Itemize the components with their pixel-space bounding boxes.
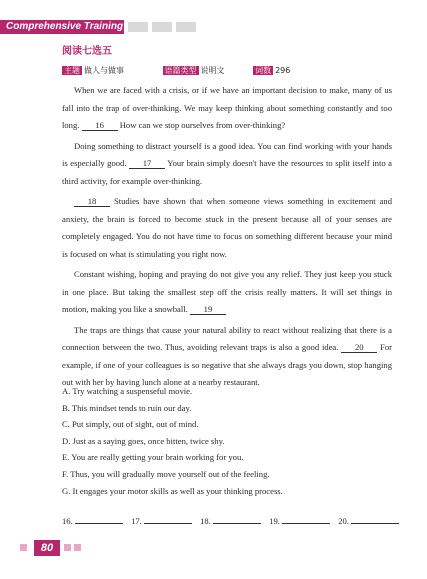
answer-17: [131, 515, 192, 526]
paragraph-3: [62, 193, 392, 263]
paragraph-5: [62, 322, 392, 392]
meta-value: 296: [275, 66, 291, 75]
passage-text: The traps are things that cause your natural ability to react without realizing that there is a connection between the two. Thus, avoiding relevant traps is also a good idea.: [62, 324, 392, 352]
paragraph-1: [62, 82, 392, 135]
answer-line: [62, 515, 405, 526]
blank-20: 20: [341, 343, 377, 353]
option-g: G. It engages your motor skills as well as your thinking process.: [62, 485, 283, 496]
header-decor-box: [152, 22, 172, 32]
blank-16: 16: [82, 121, 118, 131]
footer-decor-square: [64, 544, 71, 551]
answer-number: 19.: [269, 516, 280, 526]
options-list: [62, 383, 283, 499]
answer-blank[interactable]: [144, 515, 192, 524]
blank-18: 18: [74, 197, 110, 207]
page-header: [0, 20, 427, 34]
option-c: C. Put simply, out of sight, out of mind.: [62, 419, 199, 430]
passage-text: Constant wishing, hoping and praying do not give you any relief. They just keep you stuck in one place. But taking the smallest step off the crisis really matters. It will set things in motion, making you like a snowball.: [62, 269, 392, 314]
answer-18: [200, 515, 261, 526]
section-meta: [62, 65, 290, 77]
meta-wordcount: [253, 65, 290, 77]
passage-text: For example, if one of your colleagues is so negative that she always drags you down, stop hanging out with her by having lunch alone at a nearby restaurant.: [62, 342, 392, 387]
page-number: 80: [34, 540, 60, 556]
meta-value: 说明文: [200, 66, 225, 75]
answer-blank[interactable]: [75, 515, 123, 524]
answer-19: [269, 515, 330, 526]
section-title: 阅读七选五: [62, 46, 112, 57]
answer-blank[interactable]: [213, 515, 261, 524]
blank-17: 17: [129, 159, 165, 169]
footer-decor-square: [20, 544, 27, 551]
paragraph-4: [62, 266, 392, 319]
meta-genre: [163, 65, 225, 77]
answer-number: 20.: [338, 516, 349, 526]
answer-blank[interactable]: [282, 515, 330, 524]
passage-text: Studies have shown that when someone views something in excitement and anxiety, the brain is forced to become stuck in the present because all of your senses are completely engaged. You do not have time to focus on something different because your mind is focused on what is stimulating you right now.: [62, 196, 392, 259]
option-f: F. Thus, you will gradually move yourself out of the feeling.: [62, 468, 270, 479]
passage-text: Doing something to distract yourself is a good idea. You can find working with your hands is especially good.: [62, 140, 392, 168]
header-title: Comprehensive Training: [6, 21, 124, 32]
answer-number: 17.: [131, 516, 142, 526]
footer-decor-square: [74, 544, 81, 551]
passage-text: How can we stop ourselves from over-thinking?: [117, 120, 286, 130]
answer-16: [62, 515, 123, 526]
meta-tag: 语篇类型: [164, 66, 197, 75]
answer-number: 16.: [62, 516, 73, 526]
answer-20: [338, 515, 399, 526]
passage-text: When we are faced with a crisis, or if we have an important decision to make, many of us fall into the trap of over-thinking. We may keep thinking about something constantly and too long.: [62, 85, 392, 130]
passage-text: Your brain simply doesn't have the resources to split itself into a third activity, for example over-thinking.: [62, 158, 392, 186]
option-e: E. You are really getting your brain working for you.: [62, 452, 244, 463]
option-b: B. This mindset tends to ruin our day.: [62, 402, 192, 413]
meta-value: 做人与做事: [84, 66, 124, 75]
header-decor-box: [128, 22, 148, 32]
answer-number: 18.: [200, 516, 211, 526]
answer-blank[interactable]: [351, 515, 399, 524]
meta-tag: 主题: [64, 66, 80, 75]
meta-topic: [62, 65, 124, 77]
option-a: A. Try watching a suspenseful movie.: [62, 386, 193, 396]
option-d: D. Just as a saying goes, once bitten, twice shy.: [62, 435, 225, 446]
blank-19: 19: [190, 305, 226, 315]
reading-passage: [62, 82, 392, 395]
header-decor-box: [176, 22, 196, 32]
paragraph-2: [62, 138, 392, 191]
meta-tag: 词数: [255, 66, 272, 75]
